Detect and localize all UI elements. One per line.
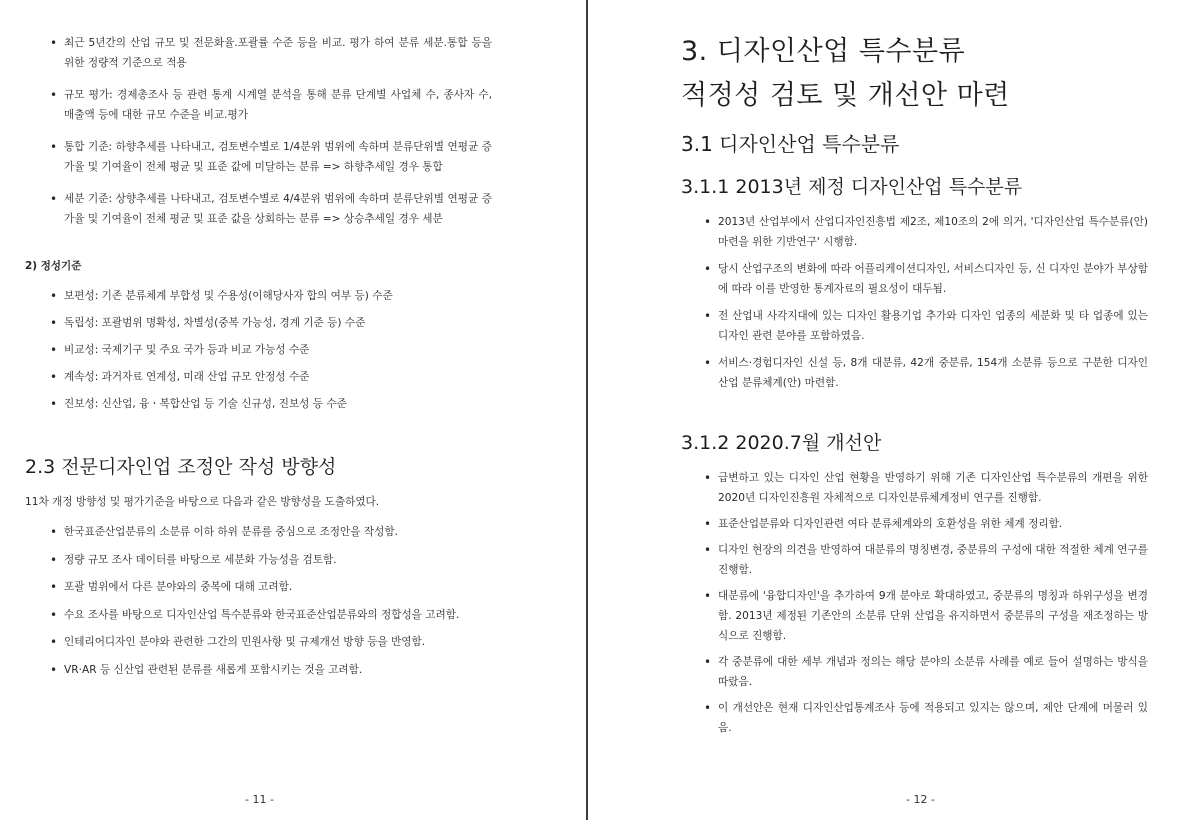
- list-item: • 세분 기준: 상향추세를 나타내고, 검토변수별로 4/4분위 범위에 속하며 분류단위별 연평균 증가율 및 기여율이 전체 평균 및 표준 값을 상회하는 분류 => 상승추세일 경우 세분: [64, 189, 492, 229]
- section-title-3-1-1: 3.1.1 2013년 제정 디자인산업 특수분류: [681, 176, 1023, 198]
- right-page: [588, 0, 1200, 820]
- list-item: • 각 중분류에 대한 세부 개념과 정의는 해당 분야의 소분류 사례를 예로 들어 설명하는 방식을 따랐음.: [718, 652, 1148, 692]
- list-item: • 이 개선안은 현재 디자인산업통계조사 등에 적용되고 있지는 않으며, 제안 단계에 머물러 있음.: [718, 698, 1148, 738]
- list-item: • 규모 평가: 경제총조사 등 관련 통계 시계열 분석을 통해 분류 단계별 사업체 수, 종사자 수, 매출액 등에 대한 규모 수준을 비교.평가: [64, 85, 492, 125]
- chapter-title-line-2: 적정성 검토 및 개선안 마련: [681, 80, 1010, 111]
- list-item: • 최근 5년간의 산업 규모 및 전문화율.포괄률 수준 등을 비교. 평가 하여 분류 세분.통합 등을 위한 정량적 기준으로 적용: [64, 33, 492, 73]
- page-number: - 12 -: [906, 793, 935, 806]
- list-item: • 독립성: 포괄범위 명확성, 차별성(중복 가능성, 경계 기준 등) 수준: [64, 313, 484, 333]
- direction-list: [64, 522, 504, 687]
- section-title-2-3: 2.3 전문디자인업 조정안 작성 방향성: [25, 456, 337, 478]
- list-item: • 계속성: 과거자료 연계성, 미래 산업 규모 안정성 수준: [64, 367, 484, 387]
- list-item: • 정량 규모 조사 데이터를 바탕으로 세분화 가능성을 검토함.: [64, 550, 504, 570]
- qualitative-criteria-list: [64, 286, 484, 421]
- list-item: • 대분류에 '융합디자인'을 추가하여 9개 분야로 확대하였고, 중분류의 명칭과 하위구성을 변경함. 2013년 제정된 기존안의 소분류 단위 산업을 유지하면서 중분류의 구성을 재조정하는 방식으로 진행함.: [718, 586, 1148, 646]
- list-item: • 통합 기준: 하향추세를 나타내고, 검토변수별로 1/4분위 범위에 속하며 분류단위별 연평균 증가율 및 기여율이 전체 평균 및 표준 값에 미달하는 분류 => 하향추세일 경우 통합: [64, 137, 492, 177]
- list-item: • 비교성: 국제기구 및 주요 국가 등과 비교 가능성 수준: [64, 340, 484, 360]
- list-item: • 디자인 현장의 의견을 반영하여 대분류의 명칭변경, 중분류의 구성에 대한 적절한 체계 연구를 진행함.: [718, 540, 1148, 580]
- list-item: • VR·AR 등 신산업 관련된 분류를 새롭게 포함시키는 것을 고려함.: [64, 660, 504, 680]
- list-item: • 포괄 범위에서 다른 분야와의 중복에 대해 고려함.: [64, 577, 504, 597]
- list-item: • 전 산업내 사각지대에 있는 디자인 활용기업 추가와 디자인 업종의 세분화 및 타 업종에 있는 디자인 관련 분야를 포함하였음.: [718, 306, 1148, 346]
- list-item: • 인테리어디자인 분야와 관련한 그간의 민원사항 및 규제개선 방향 등을 반영함.: [64, 632, 504, 652]
- quantitative-criteria-list: [64, 33, 492, 241]
- list-item: • 수요 조사를 바탕으로 디자인산업 특수분류와 한국표준산업분류와의 정합성을 고려함.: [64, 605, 504, 625]
- list-item: • 진보성: 신산업, 융ㆍ복합산업 등 기술 신규성, 진보성 등 수준: [64, 394, 484, 414]
- list-item: • 보편성: 기존 분류체계 부합성 및 수용성(이해당사자 합의 여부 등) 수준: [64, 286, 484, 306]
- page-number: - 11 -: [245, 793, 274, 806]
- section-intro: 11차 개정 방향성 및 평가기준을 바탕으로 다음과 같은 방향성을 도출하였다.: [25, 496, 380, 508]
- section-title-3-1-2: 3.1.2 2020.7월 개선안: [681, 432, 882, 454]
- list-item: • 서비스·경험디자인 신설 등, 8개 대분류, 42개 중분류, 154개 소분류 등으로 구분한 디자인 산업 분류체계(안) 마련함.: [718, 353, 1148, 393]
- section-title-3-1: 3.1 디자인산업 특수분류: [681, 132, 900, 156]
- list-2013: [718, 212, 1148, 400]
- qualitative-criteria-heading: 2) 정성기준: [25, 260, 82, 272]
- list-item: • 표준산업분류와 디자인관련 여타 분류체계와의 호환성을 위한 체계 정리함.: [718, 514, 1148, 534]
- chapter-title: [681, 30, 1010, 118]
- list-item: • 2013년 산업부에서 산업디자인진흥법 제2조, 제10조의 2에 의거, '디자인산업 특수분류(안) 마련을 위한 기반연구' 시행함.: [718, 212, 1148, 252]
- chapter-title-line-1: 3. 디자인산업 특수분류: [681, 36, 966, 67]
- list-item: • 급변하고 있는 디자인 산업 현황을 반영하기 위해 기존 디자인산업 특수분류의 개편을 위한 2020년 디자인진흥원 자체적으로 디자인분류체계정비 연구를 진행함.: [718, 468, 1148, 508]
- left-page: [0, 0, 586, 820]
- list-item: • 당시 산업구조의 변화에 따라 어플리케이션디자인, 서비스디자인 등, 신 디자인 분야가 부상함에 따라 이를 반영한 통계자료의 필요성이 대두됨.: [718, 259, 1148, 299]
- list-2020: [718, 468, 1148, 744]
- list-item: • 한국표준산업분류의 소분류 이하 하위 분류를 중심으로 조정안을 작성함.: [64, 522, 504, 542]
